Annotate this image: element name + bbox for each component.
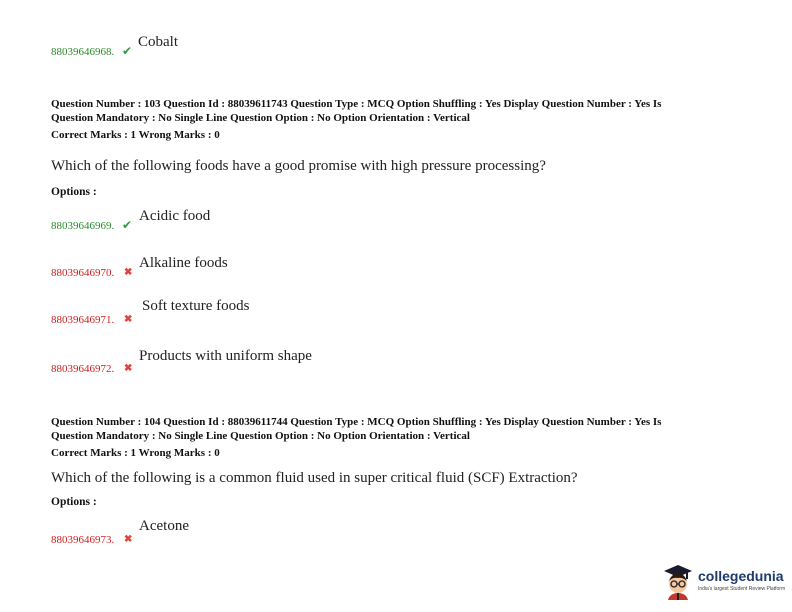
logo-name: collegedunia [698, 568, 784, 584]
option-text: Cobalt [138, 34, 178, 50]
check-icon: ✔ [122, 44, 133, 58]
meta-line: Question Number : 104 Question Id : 88039611744 Question Type : MCQ Option Shuffling : Yes Display Question Number : Yes Is [51, 416, 662, 428]
check-icon: ✔ [122, 218, 133, 232]
option-id: 88039646970. [51, 267, 115, 279]
option-text: Acidic food [139, 208, 211, 224]
option-text: Products with uniform shape [139, 348, 312, 364]
cross-icon: ✖ [124, 534, 133, 545]
question-meta [51, 415, 751, 443]
cross-icon: ✖ [124, 314, 133, 325]
logo-tagline: India's largest Student Review Platform [698, 586, 786, 592]
option-id: 88039646972. [51, 363, 115, 375]
option-id: 88039646969. [51, 220, 115, 232]
cross-icon: ✖ [124, 363, 133, 374]
option-text: Acetone [139, 518, 189, 534]
cross-icon: ✖ [124, 267, 133, 278]
question-text: Which of the following is a common fluid used in super critical fluid (SCF) Extraction? [51, 470, 578, 486]
options-label: Options : [51, 496, 97, 508]
meta-line: Question Mandatory : No Single Line Question Option : No Option Orientation : Vertical [51, 430, 470, 442]
collegedunia-logo [660, 562, 784, 602]
option-id: 88039646971. [51, 314, 115, 326]
mascot-icon [660, 562, 696, 600]
meta-line: Question Number : 103 Question Id : 88039611743 Question Type : MCQ Option Shuffling : Yes Display Question Number : Yes Is [51, 98, 662, 110]
meta-line: Question Mandatory : No Single Line Question Option : No Option Orientation : Vertical [51, 112, 470, 124]
option-id: 88039646973. [51, 534, 115, 546]
marks-line: Correct Marks : 1 Wrong Marks : 0 [51, 447, 220, 459]
option-text: Soft texture foods [142, 298, 250, 314]
option-text: Alkaline foods [139, 255, 228, 271]
question-meta [51, 97, 751, 125]
options-label: Options : [51, 186, 97, 198]
option-id: 88039646968. [51, 46, 115, 58]
marks-line: Correct Marks : 1 Wrong Marks : 0 [51, 129, 220, 141]
question-text: Which of the following foods have a good promise with high pressure processing? [51, 158, 546, 174]
